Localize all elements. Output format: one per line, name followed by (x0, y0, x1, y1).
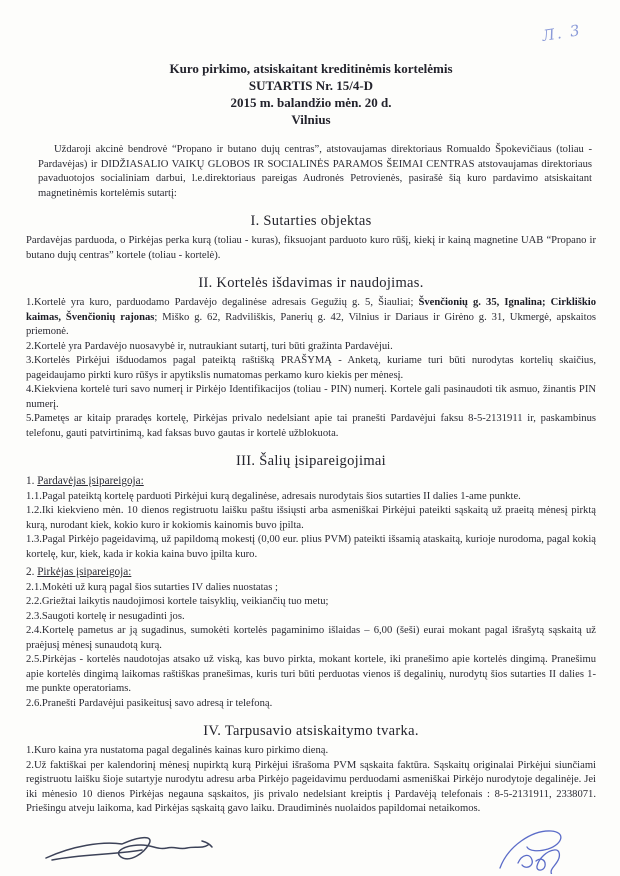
contract-date: 2015 m. balandžio mėn. 20 d. (230, 95, 392, 110)
buyer-obligations-label: Pirkėjas įsipareigoja: (37, 566, 132, 578)
section-4-heading: IV. Tarpusavio atsiskaitymo tvarka. (203, 723, 419, 739)
section-2-item-1-pre: 1.Kortelė yra kuro, parduodamo Pardavėjo degalinėse adresais Gegužių g. 5, Šiauliai; (26, 297, 419, 308)
seller-obligations-label: Pardavėjas įsipareigoja: (37, 475, 144, 487)
section-2-item-1 (26, 296, 596, 340)
buyer-signature-ink-icon (488, 826, 606, 874)
section-2-item-2: 2.Kortelė yra Pardavėjo nuosavybė ir, nutraukiant sutartį, turi būti gražinta Pardavėjui. (26, 340, 393, 352)
seller-obligations-subheading (26, 474, 596, 490)
document-title: Kuro pirkimo, atsiskaitant kreditinėmis kortelėmis (169, 61, 453, 76)
section-2-item-3: 3.Kortelės Pirkėjui išduodamos pagal pateiktą raštišką PRAŠYMĄ - Anketą, kuriame turi būti nurodytas kortelių skaičius, pageidaujamo pirkti kuro rūšys ir apytikslis numatomas perkamo kuro kiekis per mėnesį. (26, 355, 596, 381)
section-4-item-1: 1.Kuro kaina yra nustatoma pagal degalinės kainas kuro pirkimo dieną. (26, 745, 329, 756)
buyer-obligation-2-2: 2.2.Griežtai laikytis naudojimosi kortele taisyklių, veikiančių tuo metu; (26, 596, 329, 607)
seller-obligation-1-3: 1.3.Pagal Pirkėjo pageidavimą, už papildomą mokestį (0,00 eur. plius PVM) pateikti išsamią ataskaitą, kurioje nurodoma, pagal kokią kortelę, kur, kiek, kada ir kokia kaina buvo įpilta kuro. (26, 534, 596, 560)
section-2-heading: II. Kortelės išdavimas ir naudojimas. (198, 275, 424, 291)
buyer-obligation-2-3: 2.3.Saugoti kortelę ir nesugadinti jos. (26, 610, 185, 622)
seller-signature-ink-icon (42, 832, 222, 872)
section-2-item-1-bold-addresses: Švenčionių g. 35, Ignalina; Cirkliškio kaimas, Švenčionių rajonas (26, 297, 596, 323)
buyer-obligation-2-1: 2.1.Mokėti už kurą pagal šios sutarties IV dalies nuostatas ; (26, 581, 278, 593)
section-4-item-2: 2.Už faktiškai per kalendorinį mėnesį nupirktą kurą Pirkėjui išrašoma PVM sąskaita faktūra. Sąskaitų originalai Pirkėjui siunčiami registruotu laišku šioje sutartyje nurodytu adresu arba Pirkėjo pageidavimu perduodami asmeniškai Pirkėjo nurodytoje degalinėje. Jei iki mėnesio 10 dienos Pirkėjas negauna sąskaitos, jis privalo nedelsiant kreiptis į Pardavėją telefonais : 8-5-2131911, 2338071. Priešingu atveju laikoma, kad Pirkėjas sąskaitą gavo laiku. Draudiminės nuolaidos papildomai netaikomos. (26, 759, 596, 814)
buyer-obligation-2-6: 2.6.Pranešti Pardavėjui pasikeitusį savo adresą ir telefoną. (26, 697, 273, 709)
buyer-obligations-subheading (26, 565, 596, 581)
section-2-item-4: 4.Kiekviena kortelė turi savo numerį ir Pirkėjo Identifikacijos (toliau - PIN) numerį. Kortele gali pasinaudoti tik asmuo, žinantis PIN numerį. (26, 384, 596, 410)
section-1-body: Pardavėjas parduoda, o Pirkėjas perka kurą (toliau - kuras), fiksuojant parduoto kuro rūšį, kiekį ir kainą magnetine UAB “Propano ir butano dujų centras” kortele (toliau - kortelė). (26, 235, 596, 261)
contract-number: SUTARTIS Nr. 15/4-D (248, 78, 374, 93)
handwritten-page-number: Л. 3 (541, 21, 584, 45)
seller-obligation-1-1: 1.1.Pagal pateiktą kortelę parduoti Pirkėjui kurą degalinėse, adresais nurodytais šios sutarties II dalies 1-ame punkte. (26, 490, 521, 502)
buyer-obligations-number: 2. (26, 566, 38, 578)
document-header (26, 60, 596, 128)
section-2-item-5: 5.Pametęs ar kitaip praradęs kortelę, Pirkėjas privalo nedelsiant apie tai pranešti Pardavėjui faksu 8-5-2131911 ir, paskambinus telefonu, gauti patvirtinimą, kad faksas buvo gautas ir kortelė užblokuota. (26, 413, 596, 439)
intro-paragraph: Uždaroji akcinė bendrovė “Propano ir butano dujų centras”, atstovaujamas direktoriaus Romualdo Špokevičiaus (toliau - Pardavėjas) ir DIDŽIASALIO VAIKŲ GLOBOS IR SOCIALINĖS PARAMOS ŠEIMAI CENTRAS atstovaujamas direktoriaus pavaduotojos socialiniam darbui, l.e.direktoriaus pareigas Audronės Petrovienės, pasirašė šią kuro pardavimo atsiskaitant magnetinėmis kortelėmis sutartį: (38, 144, 592, 199)
section-3-heading: III. Šalių įsipareigojimai (236, 453, 386, 469)
section-1-heading: I. Sutarties objektas (250, 213, 372, 229)
contract-city: Vilnius (291, 112, 331, 127)
seller-obligations-number: 1. (26, 475, 38, 487)
buyer-obligation-2-5: 2.5.Pirkėjas - kortelės naudotojas atsako už viską, kas buvo pirkta, mokant kortele, iki pranešimo apie kortelės dingimą. Pranešimu apie kortelės dingimą laikomas raštiškas pranešimas, kuris turi būti perduotas vienos iš degalinių, nurodytų šios sutarties II dalies 1-me punkte operatoriams. (26, 654, 596, 694)
seller-obligation-1-2: 1.2.Iki kiekvieno mėn. 10 dienos registruotu laišku paštu išsiųsti arba asmeniškai Pirkėjui pateikti sąskaitą už praeitą mėnesį pirktą kurą, nurodant kiek, kokio kuro ir kokiomis kainomis buvo įpilta. (26, 505, 596, 531)
section-2-item-1-post: ; Miško g. 62, Radviliškis, Panerių g. 42, Vilnius ir Dariaus ir Girėno g. 31, Ukmergė, apskaitos priemonė. (26, 311, 596, 337)
buyer-obligation-2-4: 2.4.Kortelę pametus ar ją sugadinus, sumokėti kortelės pagaminimo išlaidas – 6,00 (šeši) eurai mokant pagal išrašytą sąskaitą už praėjusį mėnesį sunaudotą kurą. (26, 625, 596, 651)
